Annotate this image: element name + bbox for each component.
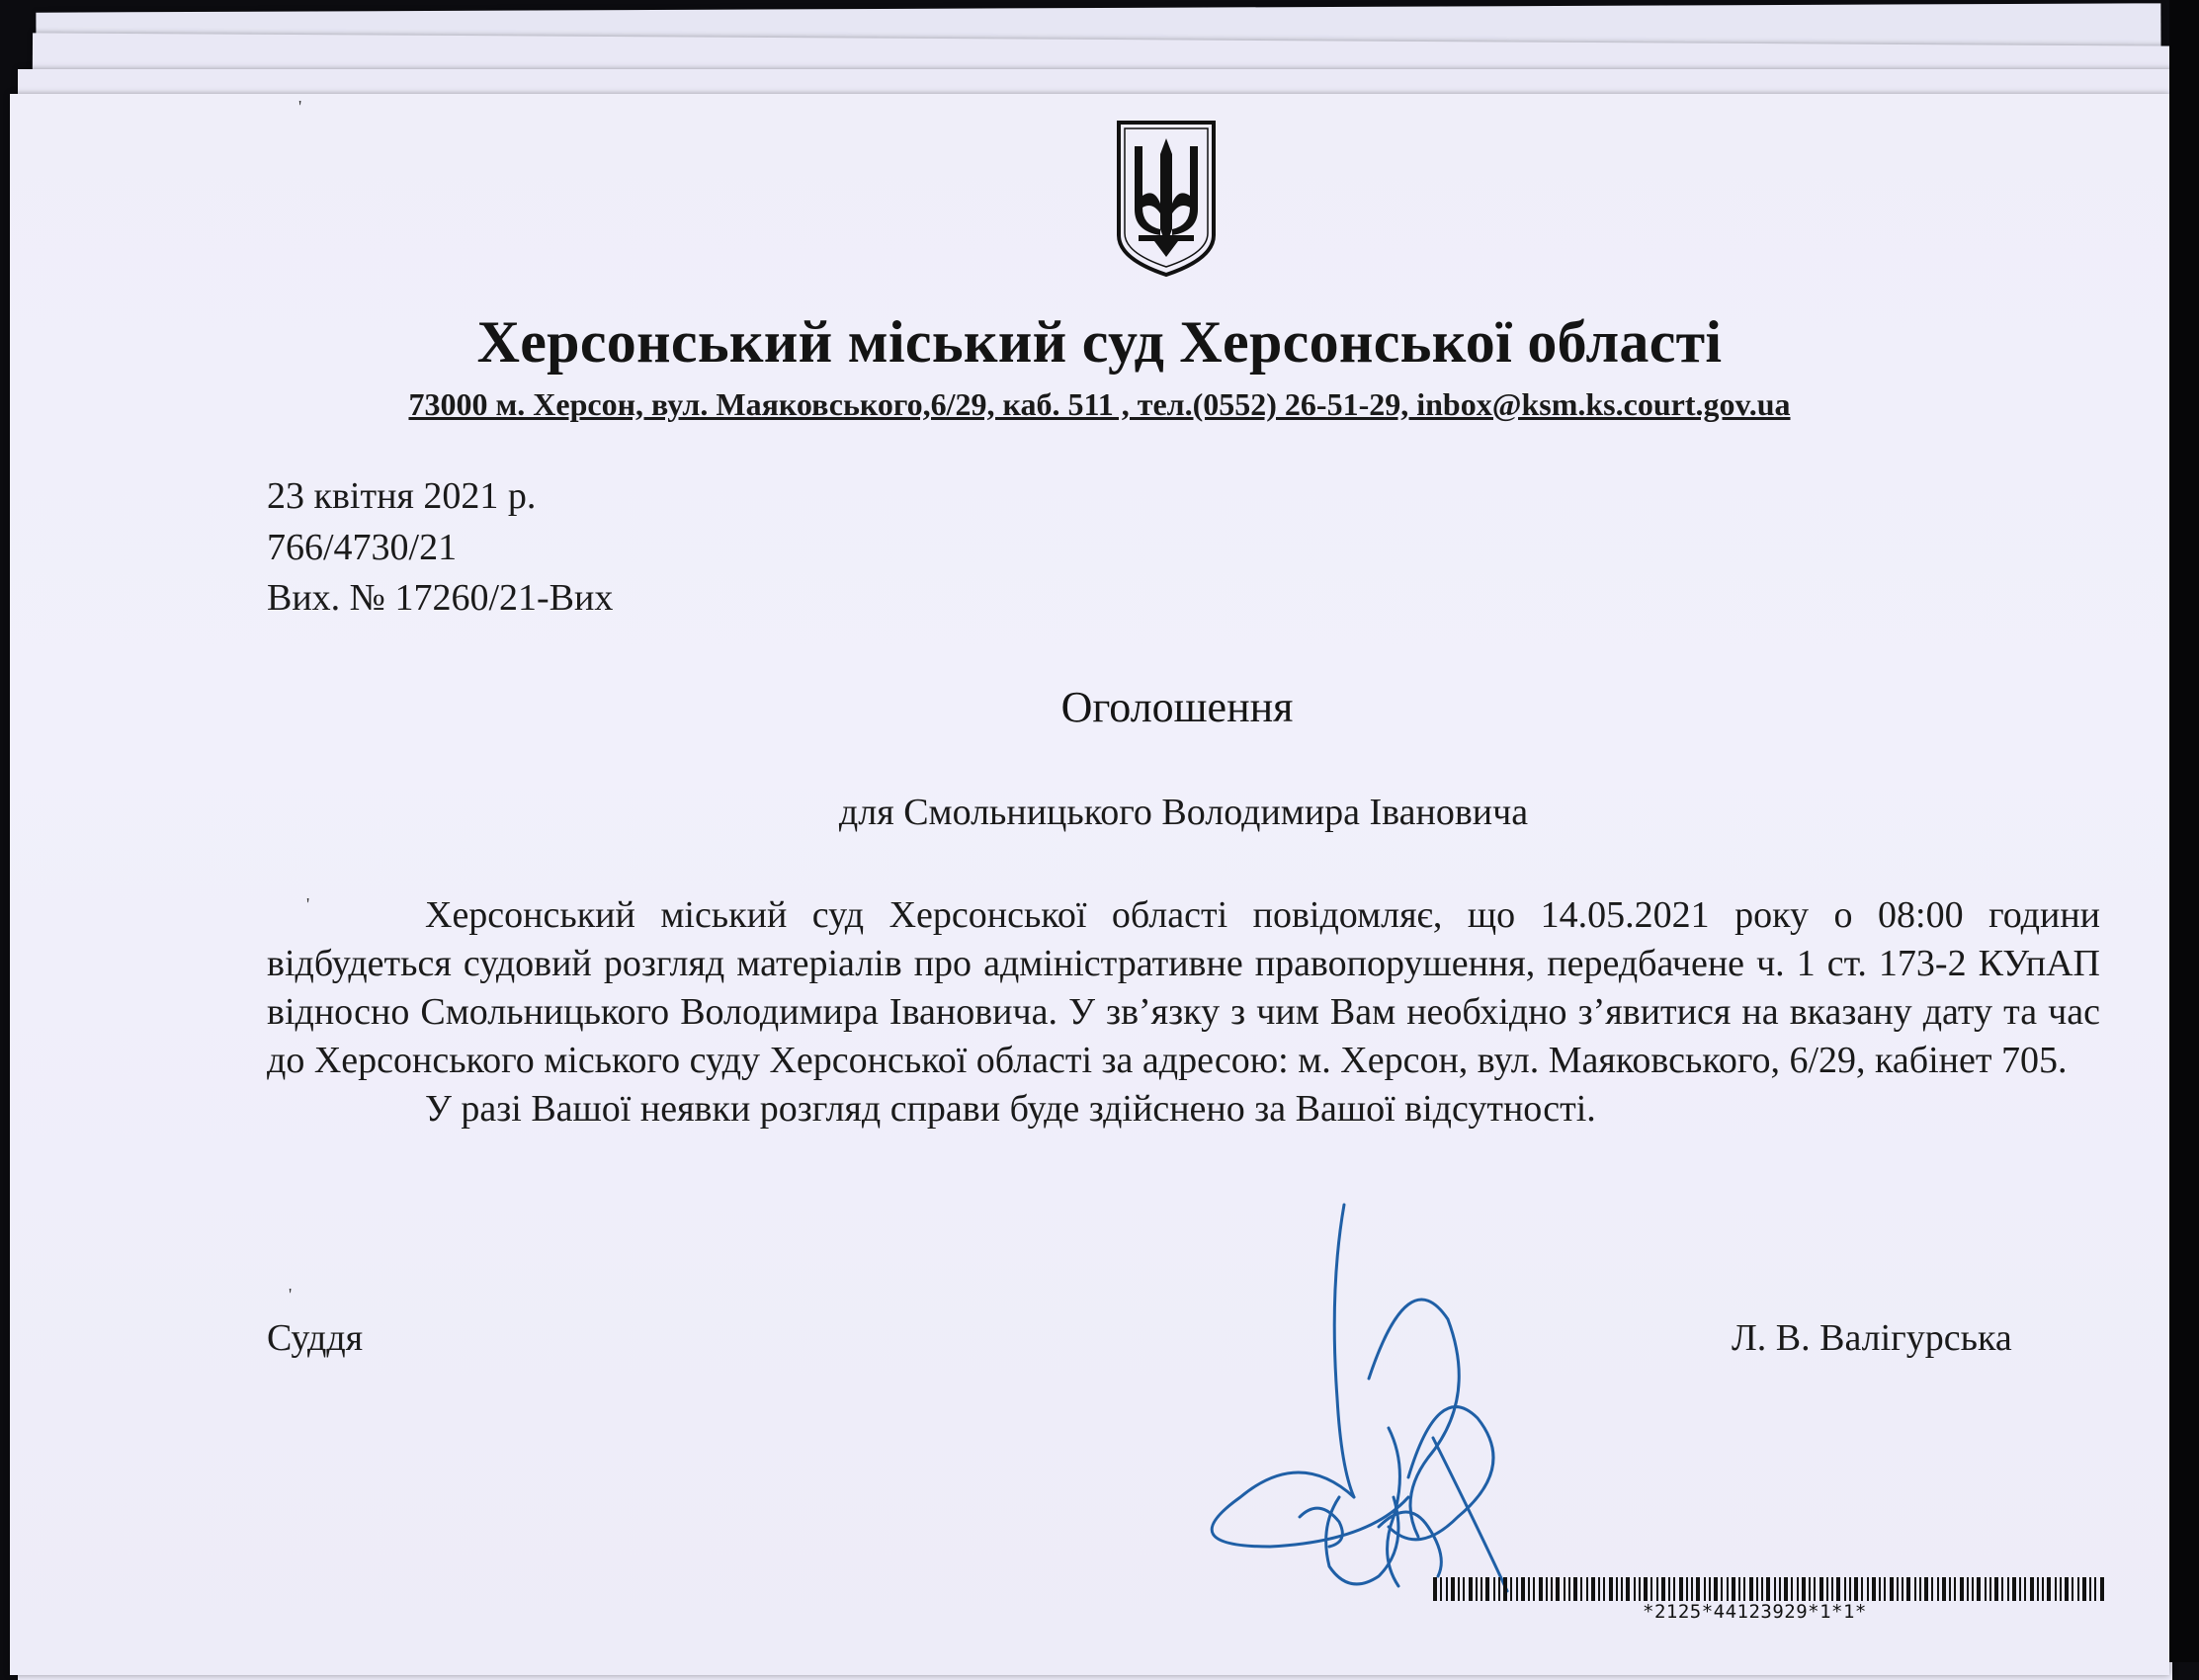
barcode-bar <box>1867 1577 1869 1601</box>
barcode-bar <box>1644 1577 1648 1601</box>
ukraine-trident-icon <box>1115 119 1218 279</box>
barcode-bar <box>2042 1577 2044 1601</box>
barcode-bar <box>1603 1577 1605 1601</box>
barcode-bar <box>1564 1577 1565 1601</box>
barcode-bar <box>1673 1577 1675 1601</box>
barcode-bar <box>1931 1577 1933 1601</box>
barcode-bar <box>1498 1577 1500 1601</box>
barcode-bar <box>1897 1577 1899 1601</box>
barcode-bar <box>1626 1577 1630 1601</box>
barcode-bar <box>1836 1577 1840 1601</box>
barcode-bar <box>1639 1577 1641 1601</box>
barcode-bar <box>1779 1577 1781 1601</box>
barcode-bar <box>1485 1577 1489 1601</box>
barcode-bar <box>1656 1577 1658 1601</box>
barcode-bar <box>1743 1577 1745 1601</box>
barcode-bar <box>1906 1577 1910 1601</box>
barcode-bar <box>1919 1577 1921 1601</box>
barcode-bar <box>2007 1577 2009 1601</box>
barcode-bar <box>2094 1577 2096 1601</box>
barcode-bar <box>1802 1577 1806 1601</box>
barcode-bar <box>1546 1577 1548 1601</box>
barcode-bar <box>1732 1577 1735 1601</box>
notice-paragraph: Херсонський міський суд Херсонської області повідомляє, що 14.05.2021 року о 08:00 години відбудеться судовий розгляд матеріалів про адміністративне правопорушення, передбачене ч. 1 ст. 173-2 КУпАП відносно Смольницького Володимира Івановича. У зв’язку з чим Вам необхідно з’явитися на вказану дату та час до Херсонського міського суду Херсонської області за адресою: м. Херсон, вул. Маяковського, 6/29, кабінет 705. <box>267 894 2100 1081</box>
barcode-bar <box>1696 1577 1700 1601</box>
judge-name: Л. В. Валігурська <box>1732 1317 2012 1359</box>
barcode-bar <box>1634 1577 1636 1601</box>
judge-role-label: Суддя <box>267 1317 364 1359</box>
barcode-bar <box>1890 1577 1894 1601</box>
barcode-bar <box>1609 1577 1613 1601</box>
barcode-bar <box>2072 1577 2073 1601</box>
barcode-bar <box>2082 1577 2086 1601</box>
barcode-bar <box>2065 1577 2069 1601</box>
barcode-bar <box>1942 1577 1946 1601</box>
barcode-bar <box>1924 1577 1928 1601</box>
barcode-bar <box>1989 1577 1991 1601</box>
barcode-bar <box>1844 1577 1846 1601</box>
case-number: 766/4730/21 <box>267 527 458 568</box>
barcode-bar <box>1756 1577 1758 1601</box>
barcode-bar <box>1714 1577 1718 1601</box>
court-address: 73000 м. Херсон, вул. Маяковського,6/29, каб. 511 , тел.(0552) 26-51-29, inbox@ksm.ks.court.gov.ua <box>408 386 1791 422</box>
barcode-bar <box>1521 1577 1525 1601</box>
court-title: Херсонський міський суд Херсонської області <box>476 309 1723 375</box>
barcode-bar <box>1573 1577 1577 1601</box>
barcode-bar <box>1884 1577 1886 1601</box>
barcode-bar <box>1797 1577 1799 1601</box>
barcode <box>1433 1577 2107 1601</box>
barcode-bar <box>1960 1577 1964 1601</box>
barcode-bar <box>1598 1577 1600 1601</box>
barcode-bar <box>1784 1577 1788 1601</box>
barcode-bar <box>2001 1577 2003 1601</box>
barcode-bar <box>1691 1577 1693 1601</box>
scan-mark: ' <box>306 894 310 914</box>
barcode-bar <box>1985 1577 1987 1601</box>
barcode-bar <box>1551 1577 1553 1601</box>
barcode-bar <box>1568 1577 1570 1601</box>
barcode-bar <box>1949 1577 1951 1601</box>
barcode-bar <box>1503 1577 1507 1601</box>
barcode-bar <box>1861 1577 1863 1601</box>
barcode-bar <box>1661 1577 1665 1601</box>
barcode-bar <box>1458 1577 1460 1601</box>
barcode-bar <box>2012 1577 2016 1601</box>
barcode-bar <box>1650 1577 1652 1601</box>
barcode-bar <box>1476 1577 1478 1601</box>
barcode-bar <box>1849 1577 1851 1601</box>
barcode-text: *2125*44123929*1*1* <box>1643 1601 1867 1623</box>
barcode-bar <box>1704 1577 1706 1601</box>
barcode-bar <box>2037 1577 2039 1601</box>
barcode-bar <box>1528 1577 1530 1601</box>
barcode-bar <box>1967 1577 1969 1601</box>
barcode-bar <box>1738 1577 1740 1601</box>
barcode-bar <box>1809 1577 1811 1601</box>
barcode-bar <box>1879 1577 1881 1601</box>
barcode-bar <box>1774 1577 1776 1601</box>
barcode-bar <box>1826 1577 1828 1601</box>
barcode-bar <box>1591 1577 1595 1601</box>
notice-paragraph: У разі Вашої неявки розгляд справи буде здійснено за Вашої відсутності. <box>425 1088 1596 1130</box>
barcode-bar <box>1819 1577 1823 1601</box>
barcode-bar <box>1586 1577 1588 1601</box>
barcode-bar <box>1761 1577 1763 1601</box>
barcode-bar <box>1556 1577 1560 1601</box>
barcode-bar <box>1914 1577 1916 1601</box>
barcode-bar <box>1994 1577 1998 1601</box>
barcode-bar <box>1533 1577 1535 1601</box>
barcode-bar <box>1679 1577 1683 1601</box>
barcode-bar <box>1709 1577 1711 1601</box>
barcode-bar <box>1791 1577 1793 1601</box>
barcode-bar <box>1440 1577 1442 1601</box>
notice-title: Оголошення <box>1060 683 1294 731</box>
barcode-bar <box>2060 1577 2062 1601</box>
barcode-bar <box>1954 1577 1956 1601</box>
barcode-bar <box>2077 1577 2079 1601</box>
barcode-bar <box>1539 1577 1543 1601</box>
barcode-bar <box>1621 1577 1623 1601</box>
barcode-bar <box>1831 1577 1833 1601</box>
notice-body <box>267 891 2100 1134</box>
barcode-bar <box>1727 1577 1729 1601</box>
barcode-bar <box>1446 1577 1448 1601</box>
barcode-bar <box>2024 1577 2026 1601</box>
barcode-bar <box>1902 1577 1903 1601</box>
barcode-bar <box>1872 1577 1876 1601</box>
scan-mark: ' <box>289 1285 293 1304</box>
barcode-bar <box>1480 1577 1482 1601</box>
barcode-bar <box>1749 1577 1753 1601</box>
barcode-bar <box>1686 1577 1688 1601</box>
barcode-bar <box>1580 1577 1582 1601</box>
barcode-bar <box>1516 1577 1518 1601</box>
barcode-bar <box>1766 1577 1770 1601</box>
outgoing-number: Вих. № 17260/21-Вих <box>267 577 614 619</box>
document-date: 23 квітня 2021 р. <box>267 475 537 517</box>
barcode-bar <box>1469 1577 1473 1601</box>
barcode-bar <box>2089 1577 2091 1601</box>
scan-mark: ' <box>298 97 302 117</box>
barcode-bar <box>1721 1577 1723 1601</box>
barcode-bar <box>2047 1577 2051 1601</box>
barcode-bar <box>1854 1577 1858 1601</box>
barcode-bar <box>1451 1577 1455 1601</box>
barcode-bar <box>1814 1577 1816 1601</box>
barcode-bar <box>1972 1577 1974 1601</box>
barcode-bar <box>1510 1577 1512 1601</box>
barcode-bar <box>1433 1577 1437 1601</box>
barcode-bar <box>2100 1577 2104 1601</box>
handwritten-signature <box>1181 1201 1537 1596</box>
barcode-bar <box>2019 1577 2021 1601</box>
barcode-bar <box>1977 1577 1981 1601</box>
barcode-bar <box>2030 1577 2034 1601</box>
notice-recipient: для Смольницького Володимира Івановича <box>838 792 1529 833</box>
barcode-bar <box>1493 1577 1495 1601</box>
barcode-bar <box>1668 1577 1670 1601</box>
barcode-bar <box>2055 1577 2057 1601</box>
barcode-bar <box>1937 1577 1939 1601</box>
barcode-bar <box>1463 1577 1465 1601</box>
barcode-bar <box>1616 1577 1618 1601</box>
